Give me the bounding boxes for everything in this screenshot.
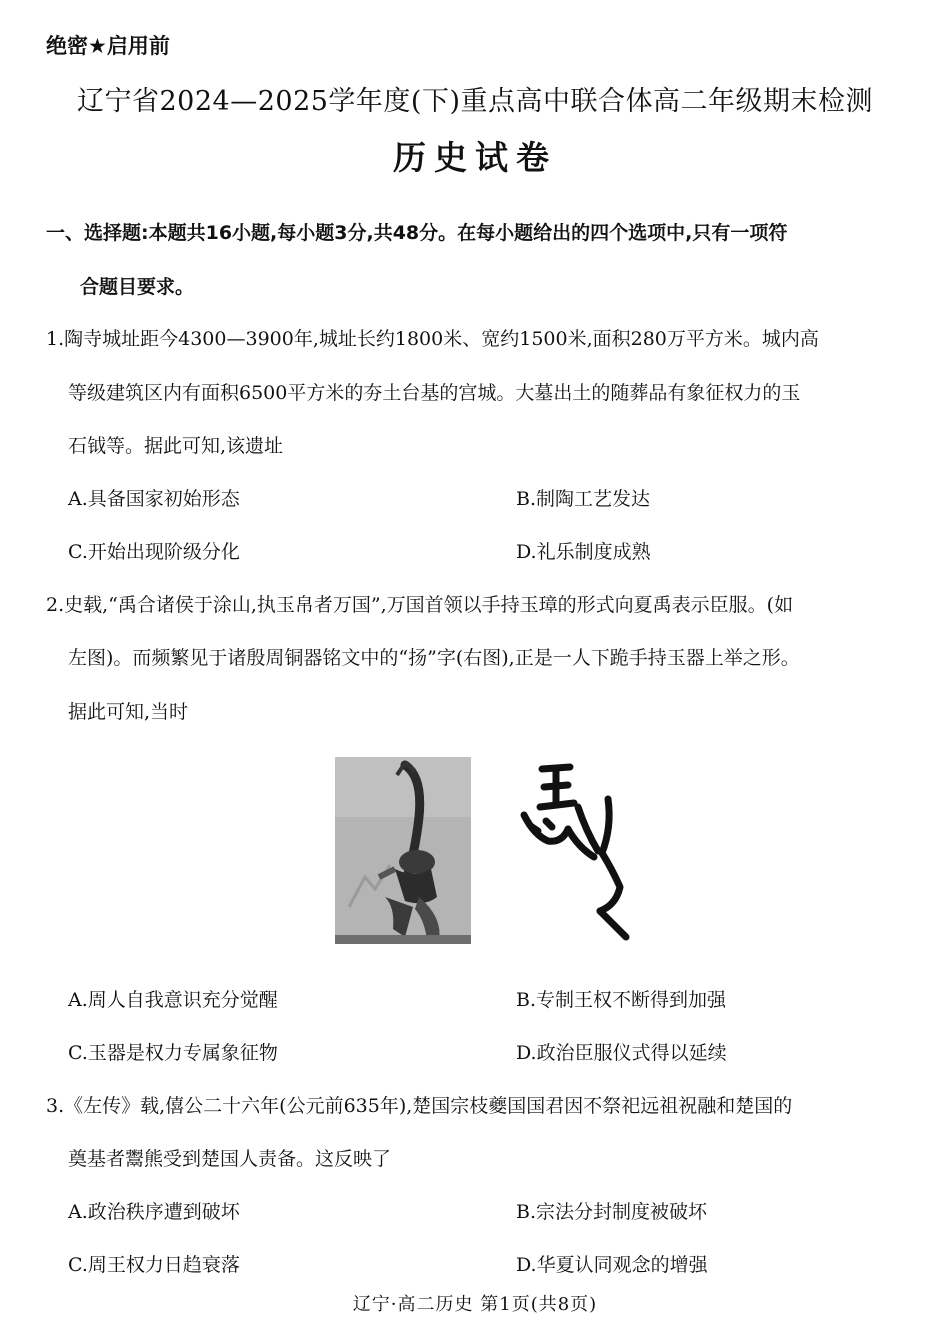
section-instructions-line-2: 合题目要求。 xyxy=(80,276,195,298)
question-1-line-1: 1.陶寺城址距今4300—3900年,城址长约1800米、宽约1500米,面积280万平方米。城内高 xyxy=(46,328,819,350)
question-2-line-3: 据此可知,当时 xyxy=(68,701,189,723)
section-instructions-line-1: 一、选择题:本题共16小题,每小题3分,共48分。在每小题给出的四个选项中,只有一项符 xyxy=(46,222,788,244)
question-2-option-a: A.周人自我意识充分觉醒 xyxy=(68,989,278,1011)
question-1-line-2: 等级建筑区内有面积6500平方米的夯土台基的宫城。大墓出土的随葬品有象征权力的玉 xyxy=(68,382,801,404)
question-3-line-1: 3.《左传》载,僖公二十六年(公元前635年),楚国宗枝夔国国君因不祭祀远祖祝融和楚国的 xyxy=(46,1095,793,1117)
question-1-option-c: C.开始出现阶级分化 xyxy=(68,541,240,563)
question-2-line-1: 2.史载,“禹合诸侯于涂山,执玉帛者万国”,万国首领以手持玉璋的形式向夏禹表示臣服。(如 xyxy=(46,594,794,616)
question-3-line-2: 奠基者鬻熊受到楚国人责备。这反映了 xyxy=(68,1148,392,1170)
question-1-line-3: 石钺等。据此可知,该遗址 xyxy=(68,435,284,457)
question-3-option-d: D.华夏认同观念的增强 xyxy=(516,1254,708,1276)
question-3-option-b: B.宗法分封制度被破坏 xyxy=(516,1201,708,1223)
question-2-line-2: 左图)。而频繁见于诸殷周铜器铭文中的“扬”字(右图),正是一人下跪手持玉器上举之形。 xyxy=(68,647,800,669)
page-footer: 辽宁·高二历史 第1页(共8页) xyxy=(352,1294,598,1315)
exam-title: 辽宁省2024—2025学年度(下)重点高中联合体高二年级期末检测 xyxy=(77,86,873,117)
question-2-option-c: C.玉器是权力专属象征物 xyxy=(68,1042,278,1064)
subject-title: 历史试卷 xyxy=(393,138,557,177)
question-2-option-b: B.专制王权不断得到加强 xyxy=(516,989,727,1011)
question-3-option-a: A.政治秩序遭到破坏 xyxy=(68,1201,240,1223)
jade-zhang-figure-photo xyxy=(335,757,471,944)
question-1-option-d: D.礼乐制度成熟 xyxy=(516,541,651,563)
question-2-option-d: D.政治臣服仪式得以延续 xyxy=(516,1042,727,1064)
question-1-option-b: B.制陶工艺发达 xyxy=(516,488,651,510)
question-3-option-c: C.周王权力日趋衰落 xyxy=(68,1254,240,1276)
bronze-inscription-icon xyxy=(516,757,646,947)
confidential-label: 绝密★启用前 xyxy=(46,34,170,58)
yang-character-glyph xyxy=(516,757,646,947)
question-1-option-a: A.具备国家初始形态 xyxy=(68,488,240,510)
kneeling-figure-illustration xyxy=(335,757,471,944)
